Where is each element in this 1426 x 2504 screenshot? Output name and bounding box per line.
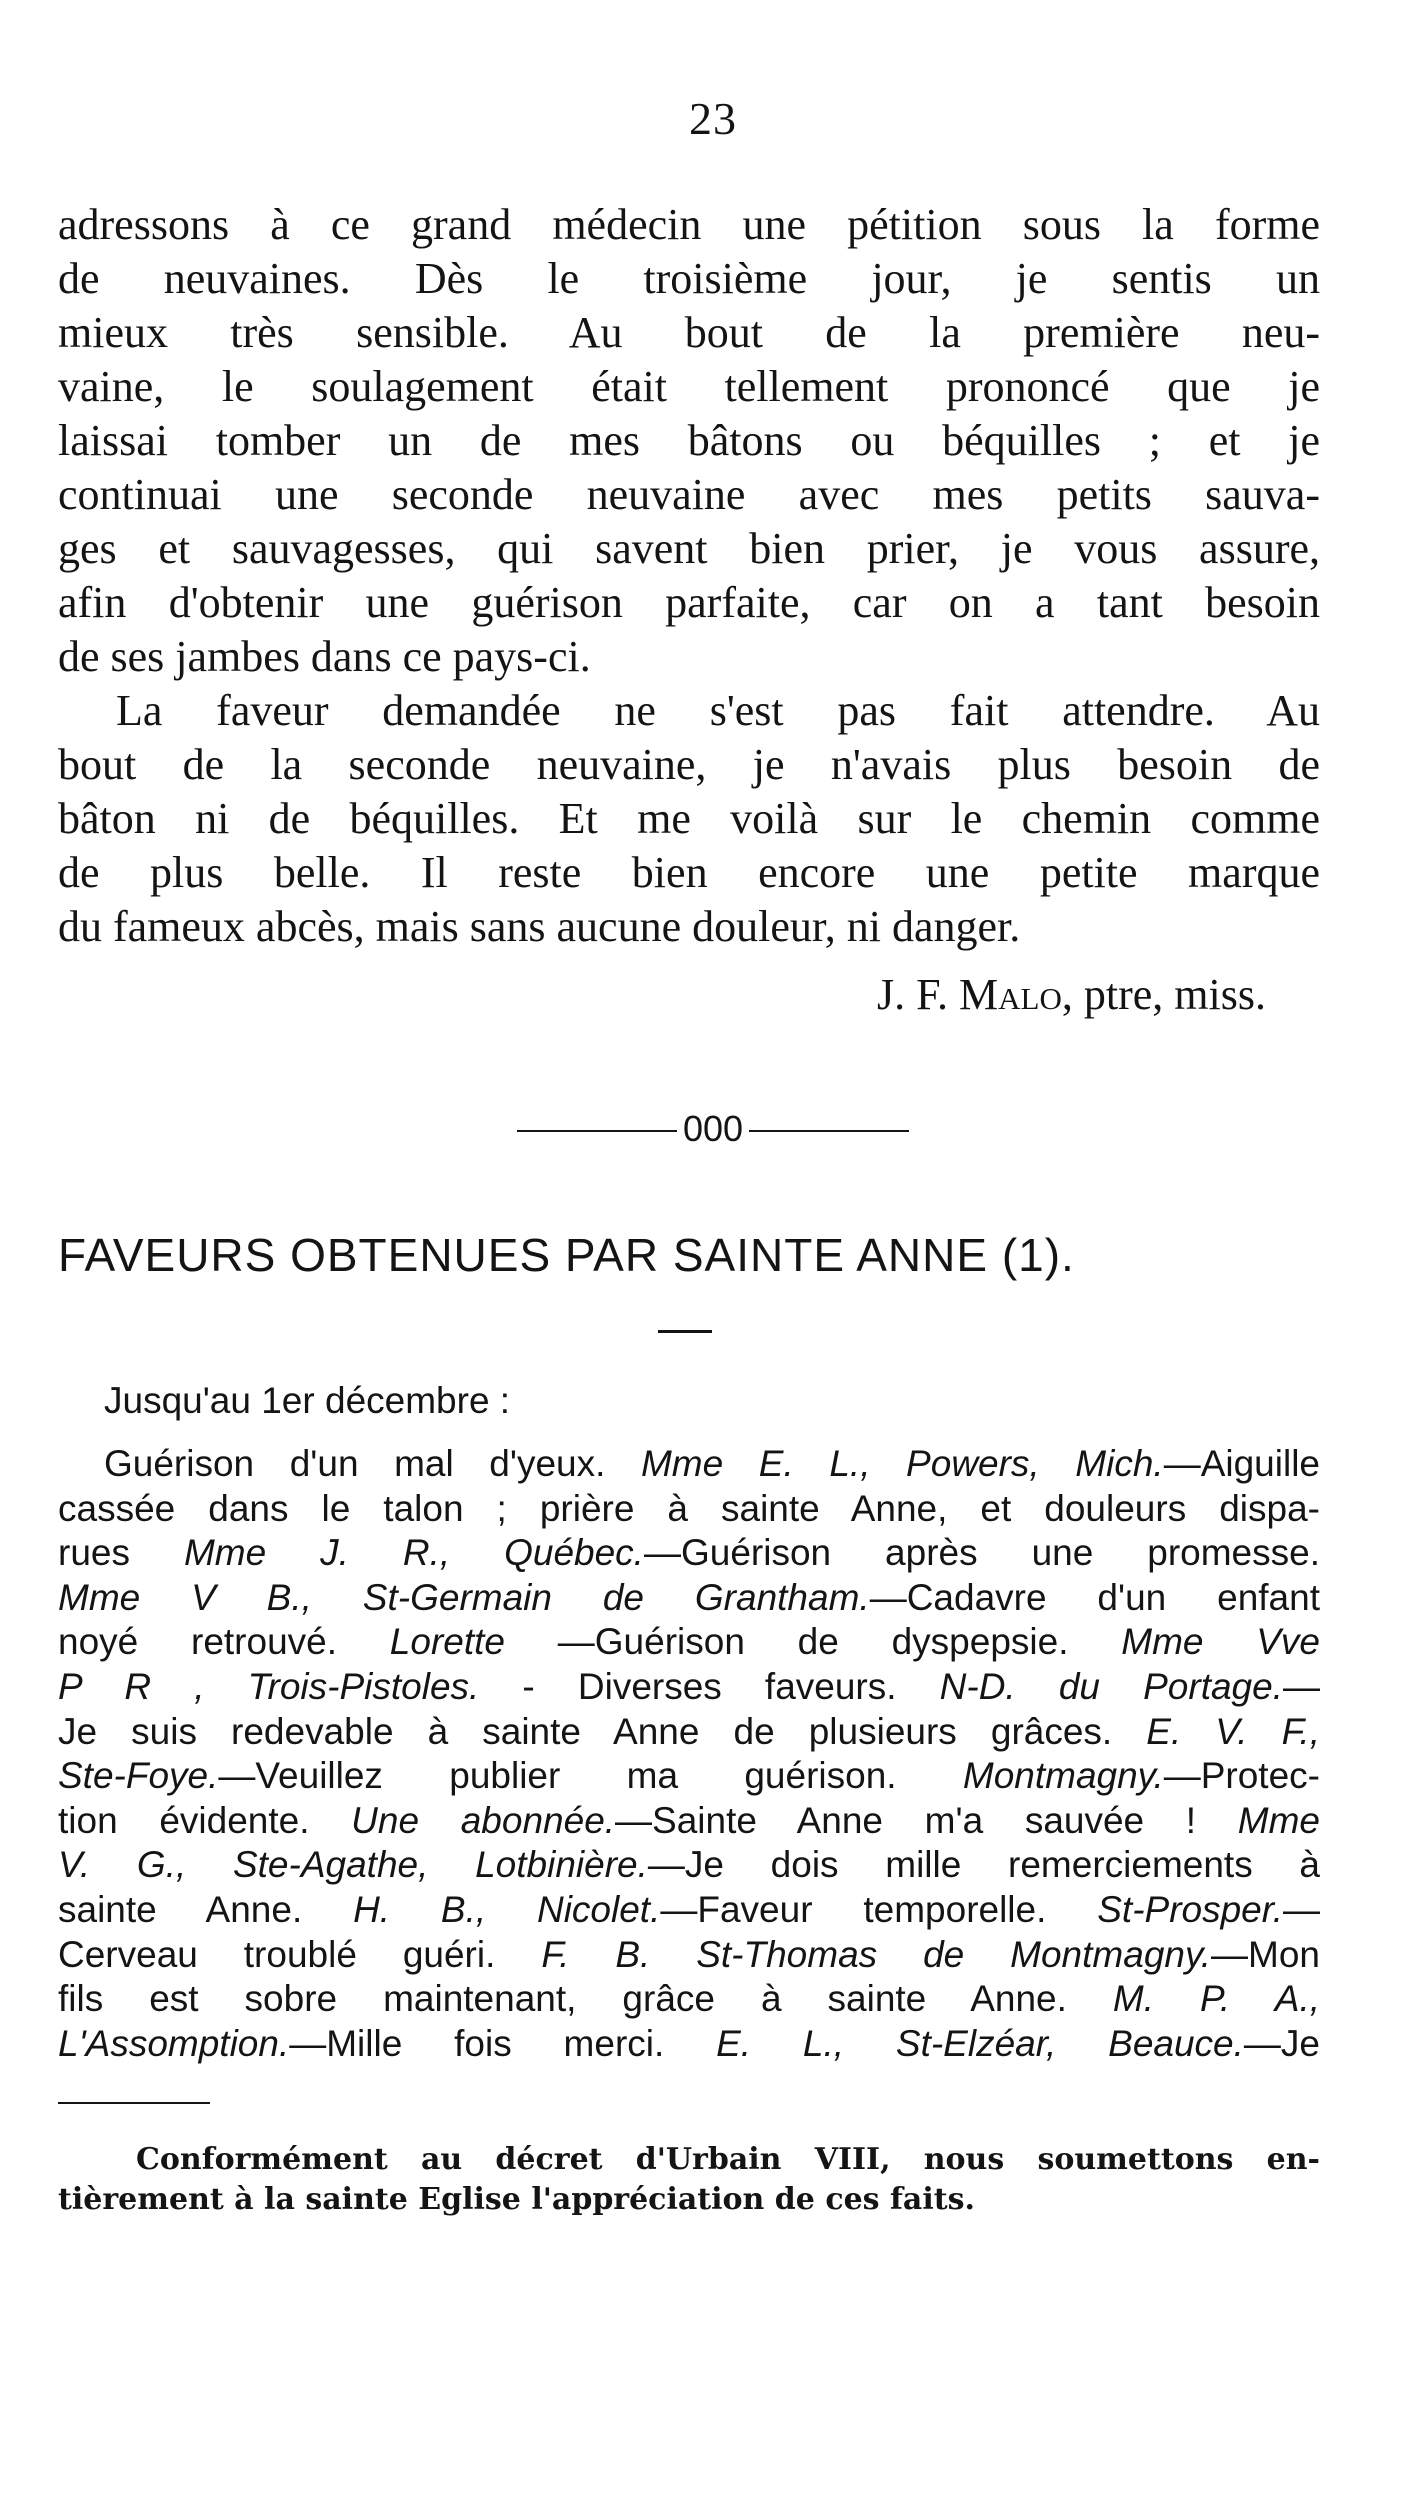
favor-attribution: St-Prosper. bbox=[1097, 1888, 1283, 1930]
favor-text: — bbox=[1283, 1665, 1320, 1707]
favor-text: —Mille fois merci. bbox=[289, 2022, 717, 2064]
favor-line bbox=[58, 1977, 1320, 2022]
favor-line bbox=[58, 1531, 1320, 1576]
signature-name: Malo bbox=[959, 970, 1062, 1019]
favor-attribution: N-D. du Portage. bbox=[939, 1665, 1283, 1707]
letter-line: de plus belle. Il reste bien encore une petite marque bbox=[58, 848, 1320, 897]
letter-line: laissai tomber un de mes bâtons ou béquilles ; et je bbox=[58, 416, 1320, 465]
letter-line: afin d'obtenir une guérison parfaite, car on a tant besoin bbox=[58, 578, 1320, 627]
favor-text: tion évidente. bbox=[58, 1799, 352, 1841]
favor-text: Cerveau troublé guéri. bbox=[58, 1933, 542, 1975]
favor-text: noyé retrouvé. bbox=[58, 1621, 390, 1663]
letter-line: bâton ni de béquilles. Et me voilà sur le chemin comme bbox=[58, 794, 1320, 843]
favor-text: —Guérison de dyspepsie. bbox=[505, 1621, 1122, 1663]
letter-line: adressons à ce grand médecin une pétition sous la forme bbox=[58, 200, 1320, 249]
favor-line bbox=[58, 2022, 1320, 2067]
title-underline bbox=[658, 1330, 712, 1333]
favor-line bbox=[58, 1933, 1320, 1978]
favor-attribution: Lorette bbox=[389, 1621, 505, 1663]
letter-line: continuai une seconde neuvaine avec mes petits sauva- bbox=[58, 470, 1320, 519]
favor-line bbox=[58, 1487, 1320, 1532]
favor-text: - Diverses faveurs. bbox=[479, 1665, 940, 1707]
letter-line: de ses jambes dans ce pays-ci. bbox=[58, 632, 591, 681]
letter-line: vaine, le soulagement était tellement prononcé que je bbox=[58, 362, 1320, 411]
letter-line: bout de la seconde neuvaine, je n'avais plus besoin de bbox=[58, 740, 1320, 789]
favor-line bbox=[58, 1888, 1320, 1933]
letter-text bbox=[58, 198, 1320, 954]
favor-attribution: E. L., St-Elzéar, Beauce. bbox=[716, 2022, 1244, 2064]
favor-attribution: Une abonnée. bbox=[351, 1799, 616, 1841]
page-number: 23 bbox=[689, 93, 737, 144]
separator-rule-left bbox=[517, 1130, 677, 1132]
favor-attribution: Mme bbox=[1237, 1799, 1320, 1841]
favor-attribution: L'Assomption. bbox=[58, 2022, 290, 2064]
favor-attribution: Mme Vve bbox=[1121, 1621, 1320, 1663]
letter-line: du fameux abcès, mais sans aucune douleur, ni danger. bbox=[58, 902, 1021, 951]
section-separator bbox=[0, 1108, 1426, 1150]
section-title: FAVEURS OBTENUES PAR SAINTE ANNE (1). bbox=[58, 1229, 1075, 1281]
favor-attribution: V. G., Ste-Agathe, Lotbinière. bbox=[58, 1844, 648, 1886]
favor-attribution: Mme V B., St-Germain de Grantham. bbox=[58, 1576, 870, 1618]
favor-text: — bbox=[1282, 1888, 1320, 1930]
favor-text: sainte Anne. bbox=[58, 1888, 354, 1930]
footnote-rule bbox=[58, 2102, 210, 2104]
favor-line bbox=[58, 1799, 1320, 1844]
favor-text: —Mon bbox=[1211, 1933, 1320, 1975]
footnote-line: Conformément au décret d'Urbain VIII, nous soumettons en- bbox=[136, 2142, 1320, 2177]
favor-attribution: P R , Trois-Pistoles. bbox=[58, 1665, 480, 1707]
favor-attribution: Ste-Foye. bbox=[58, 1755, 219, 1797]
letter-line: mieux très sensible. Au bout de la première neu- bbox=[58, 308, 1320, 357]
favor-attribution: F. B. St-Thomas de Montmagny. bbox=[541, 1933, 1212, 1975]
favor-text: rues bbox=[58, 1532, 184, 1574]
favor-text: —Protec- bbox=[1163, 1755, 1320, 1797]
signature-title: , ptre, miss. bbox=[1061, 970, 1266, 1019]
favor-text: —Faveur temporelle. bbox=[660, 1888, 1098, 1930]
separator-rule-right bbox=[749, 1130, 909, 1132]
favor-text: cassée dans le talon ; prière à sainte Anne, et douleurs dispa- bbox=[58, 1487, 1320, 1529]
footnote-line: tièrement à la sainte Eglise l'appréciation de ces faits. bbox=[58, 2182, 975, 2217]
favor-attribution: E. V. F., bbox=[1146, 1710, 1320, 1752]
favor-attribution: M. P. A., bbox=[1112, 1978, 1320, 2020]
letter-line: La faveur demandée ne s'est pas fait attendre. Au bbox=[116, 686, 1320, 735]
favor-line bbox=[58, 1754, 1320, 1799]
favor-text: fils est sobre maintenant, grâce à sainte Anne. bbox=[58, 1978, 1113, 2020]
favor-text: —Aiguille bbox=[1163, 1443, 1320, 1484]
favor-line bbox=[58, 1665, 1320, 1710]
favor-text: —Veuillez publier ma guérison. bbox=[218, 1755, 963, 1797]
separator-ornament: 000 bbox=[682, 1108, 744, 1149]
footnote bbox=[58, 2140, 1320, 2220]
favor-text: —Guérison après une promesse. bbox=[643, 1532, 1320, 1574]
favor-text: —Sainte Anne m'a sauvée ! bbox=[615, 1799, 1238, 1841]
favor-line bbox=[58, 1843, 1320, 1888]
favor-line bbox=[58, 1620, 1320, 1665]
letter-signature bbox=[0, 968, 1266, 1022]
favor-line bbox=[58, 1442, 1320, 1487]
letter-line: de neuvaines. Dès le troisième jour, je sentis un bbox=[58, 254, 1320, 303]
favor-attribution: Montmagny. bbox=[962, 1755, 1164, 1797]
favor-attribution: Mme J. R., Québec. bbox=[183, 1532, 644, 1574]
letter-line: ges et sauvagesses, qui savent bien prier, je vous assure, bbox=[58, 524, 1320, 573]
section-intro: Jusqu'au 1er décembre : bbox=[104, 1380, 511, 1421]
favor-text: Guérison d'un mal d'yeux. bbox=[104, 1443, 641, 1484]
favor-line bbox=[58, 1576, 1320, 1621]
favor-text: Je suis redevable à sainte Anne de plusieurs grâces. bbox=[58, 1710, 1147, 1752]
signature-initials: J. F. bbox=[876, 970, 960, 1019]
favor-attribution: H. B., Nicolet. bbox=[353, 1888, 661, 1930]
favor-line bbox=[58, 1710, 1320, 1755]
favor-text: —Je dois mille remerciements à bbox=[647, 1844, 1320, 1886]
favor-text: —Cadavre d'un enfant bbox=[869, 1576, 1320, 1618]
favor-text: —Je bbox=[1243, 2022, 1320, 2064]
favor-attribution: Mme E. L., Powers, Mich. bbox=[640, 1443, 1164, 1484]
favors-list bbox=[58, 1442, 1320, 2066]
